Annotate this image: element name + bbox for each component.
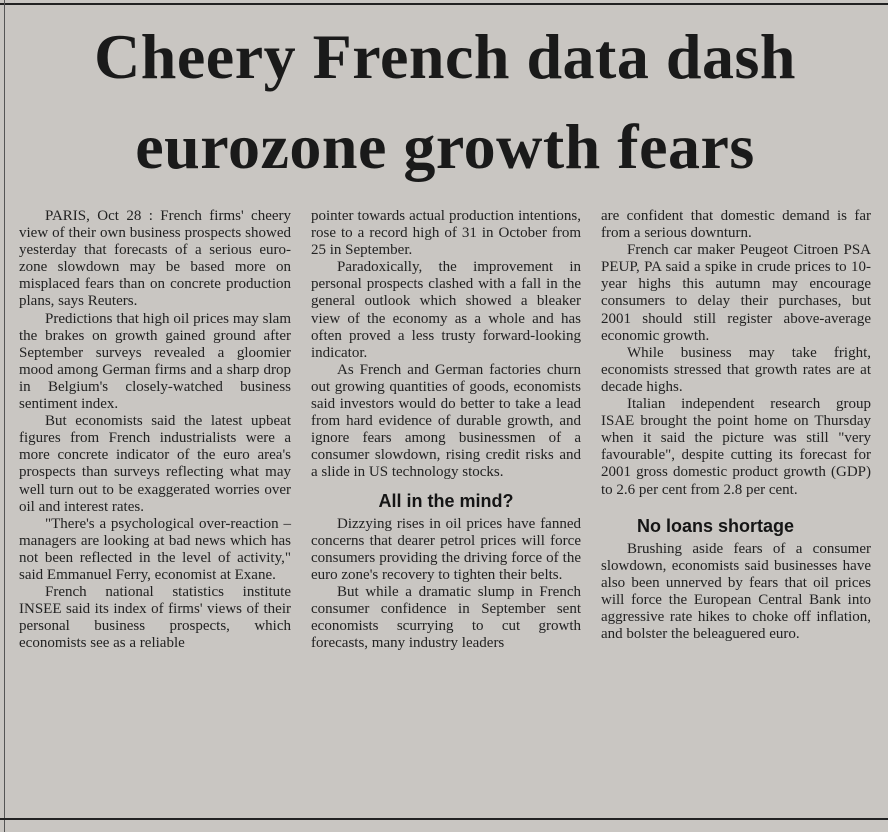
paragraph: Predictions that high oil prices may slam the brakes on growth gained ground after September surveys revealed a gloomier mood among German firms and a sharp drop in Belgium's closely-watched business sentiment index. [19,310,291,413]
headline: Cheery French data dash eurozone growth fears [94,21,796,182]
paragraph: Brushing aside fears of a consumer slowdown, economists said businesses have also been unnerved by fears that oil prices will force the European Central Bank into aggressive rate hikes to choke off inflation, and bolster the beleaguered euro. [601,540,871,643]
paragraph: Dizzying rises in oil prices have fanned concerns that dearer petrol prices will force consumers providing the driving force of the euro zone's recovery to tighten their belts. [311,515,581,583]
paragraph: are confident that domestic demand is far from a serious downturn. [601,208,871,242]
paragraph: But while a dramatic slump in French consumer confidence in September sent economists scurrying to cut growth forecasts, many industry leaders [311,583,581,652]
paragraph: Italian independent research group ISAE brought the point home on Thursday when it said the picture was still "very favourable", despite cutting its forecast for 2001 gross domestic product growth (GDP) to 2.6 per cent from 2.8 per cent. [601,396,871,498]
article-column-2 [311,208,581,652]
subheading: No loans shortage [637,515,795,536]
top-rule [0,3,888,5]
paragraph: French car maker Peugeot Citroen PSA PEUP, PA said a spike in crude prices to 10-year highs this autumn may encourage consumers to delay their purchases, but 2001 should still register above-average economic growth. [601,242,871,344]
left-rule [4,0,5,832]
paragraph: As French and German factories churn out growing quantities of goods, economists said investors would do better to take a lead from hard evidence of durable growth, and ignore fears among businessmen of a consumer slowdown, rising credit risks and a slide in US technology stocks. [311,361,581,481]
bottom-rule [0,818,888,820]
paragraph: But economists said the latest upbeat figures from French industrialists were a more concrete indicator of the euro area's prospects than surveys reflecting what may well turn out to be exaggerated worries over oil and interest rates. [19,413,291,515]
paragraph: "There's a psychological over-reaction – managers are looking at bad news which has not been reflected in the level of activity," said Emmanuel Ferry, economist at Exane. [19,515,291,583]
article-column-3 [601,208,871,643]
paragraph: French national statistics institute INSEE said its index of firms' views of their personal business prospects, which economists see as a reliable [19,584,291,652]
paragraph: Paradoxically, the improvement in personal prospects clashed with a fall in the general outlook which showed a bleaker view of the economy as a whole and has often proved a less trusty forward-looking indicator. [311,259,581,361]
paragraph: pointer towards actual production intentions, rose to a record high of 31 in October from 25 in September. [311,208,581,259]
subheading: All in the mind? [378,490,514,511]
paragraph: PARIS, Oct 28 : French firms' cheery view of their own business prospects showed yesterday that forecasts of a serious euro-zone slowdown may be based more on misplaced fears than on concrete production plans, says Reuters. [19,208,291,310]
article-column-1 [19,208,291,652]
paragraph: While business may take fright, economists stressed that growth rates are at decade highs. [601,344,871,395]
